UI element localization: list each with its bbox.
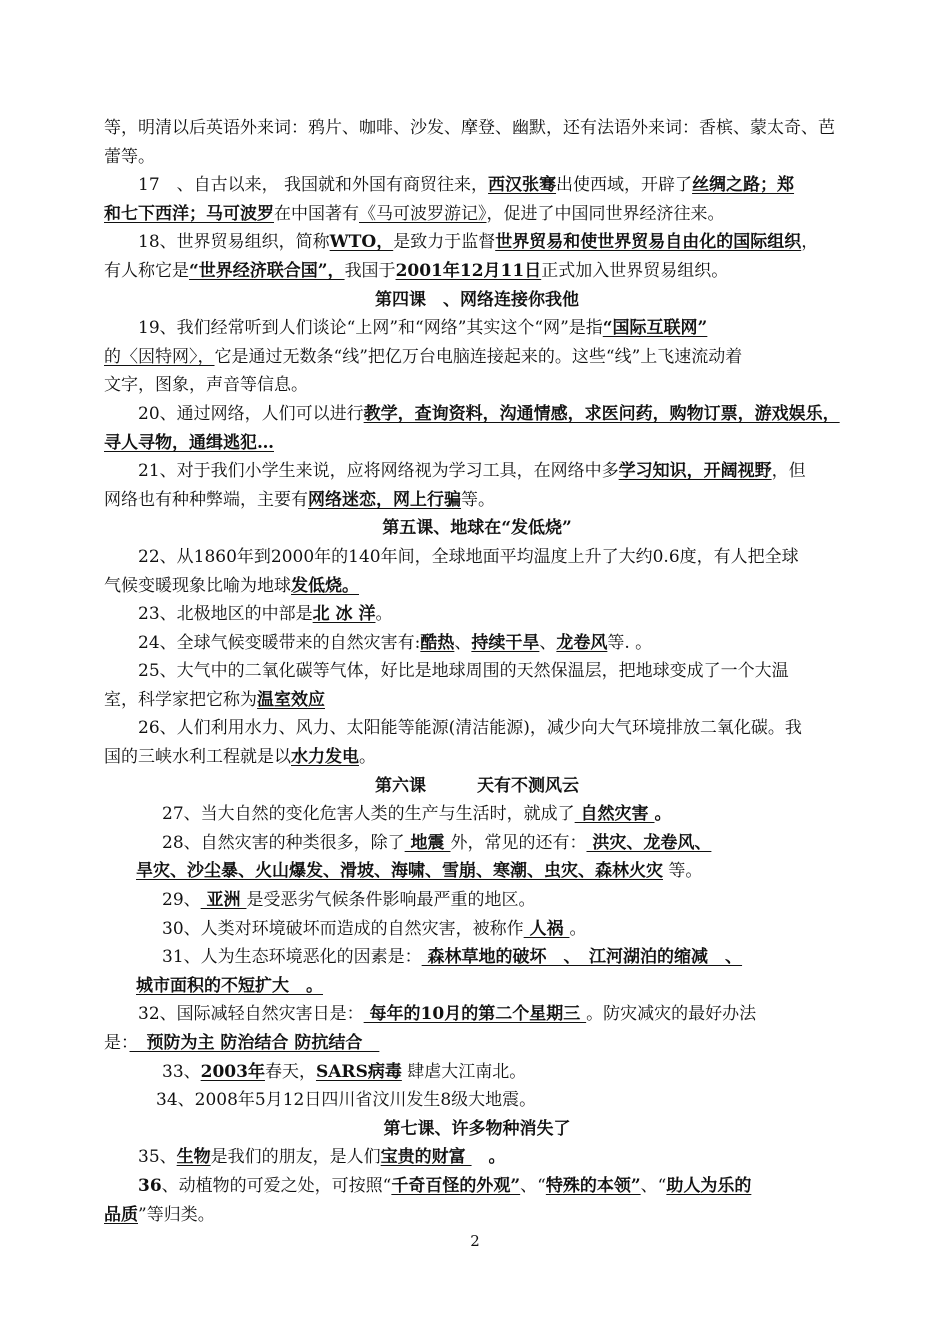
answer: 城市面积的不短扩大 。 — [136, 975, 323, 996]
text: 18、世界贸易组织，简称 — [138, 232, 330, 253]
answer: 2001年12月11日 — [395, 260, 542, 281]
text: 气候变暖现象比喻为地球 — [104, 575, 291, 596]
paragraph-16-line-1 — [104, 114, 850, 143]
answer: 每年的10月的第二个星期三 — [363, 1004, 587, 1025]
paragraph-31-line-1 — [104, 943, 850, 972]
answer: 和七下西洋；马可波罗 — [104, 203, 274, 224]
text: 32、国际减轻自然灾害日是： — [138, 1004, 364, 1025]
paragraph-29 — [104, 886, 850, 915]
answer: 西汉张骞 — [488, 175, 557, 196]
paragraph-24 — [104, 629, 850, 658]
paragraph-26-line-2 — [104, 743, 850, 772]
text: 是受恶劣气候条件影响最严重的地区。 — [246, 890, 536, 911]
answer: 水力发电 — [291, 747, 359, 768]
paragraph-22-line-1 — [104, 543, 850, 572]
answer: “国际互联网” — [602, 318, 708, 339]
text: 外，常见的还有： — [450, 832, 587, 853]
answer: 千奇百怪的外观” — [391, 1175, 521, 1196]
answer: 洪灾、龙卷风、 — [586, 832, 712, 853]
text: 春天， — [264, 1061, 316, 1082]
answer: “世界经济联合国”， — [189, 260, 345, 281]
text: 。 — [569, 918, 587, 939]
text: 23、北极地区的中部是 — [138, 604, 313, 625]
text: 22、从1860年到2000年的140年间，全球地面平均温度上升了大约0.6度，有人把全球 — [138, 546, 799, 567]
text: 29、 — [162, 890, 201, 911]
text: 28、自然灾害的种类很多，除了 — [162, 832, 405, 853]
text: 34、2008年5月12日四川省汶川发生8级大地震。 — [156, 1090, 537, 1111]
text: 等。 — [663, 861, 703, 882]
answer: 森林草地的破坏 、 江河湖泊的缩减 、 — [421, 947, 743, 968]
page-number: 2 — [470, 1232, 480, 1250]
paragraph-18-line-2 — [104, 257, 850, 286]
paragraph-22-line-2 — [104, 572, 850, 601]
text: 是我们的朋友，是人们 — [210, 1147, 381, 1168]
text: 25、大气中的二氧化碳等气体，好比是地球周围的天然保温层，把地球变成了一个大温 — [138, 661, 789, 682]
paragraph-34 — [104, 1086, 850, 1115]
paragraph-31-line-2 — [104, 972, 850, 1001]
text: 、“ — [640, 1175, 667, 1196]
answer: 世界贸易和使世界贸易自由化的国际组织 — [495, 232, 802, 253]
paragraph-19-line-1 — [104, 314, 850, 343]
text: 21、对于我们小学生来说，应将网络视为学习工具，在网络中多 — [138, 461, 619, 482]
paragraph-17-line-2 — [104, 200, 850, 229]
answer: 学习知识，开阔视野 — [618, 461, 772, 482]
document-body — [104, 114, 850, 1229]
answer: 人祸 — [523, 918, 570, 939]
paragraph-17-line-1 — [104, 171, 850, 200]
answer: 温室效应 — [257, 689, 325, 710]
paragraph-30 — [104, 915, 850, 944]
text: ，促进了中国同世界经济往来。 — [486, 203, 725, 224]
answer: 酷热 — [420, 632, 455, 653]
answer: WTO， — [329, 232, 394, 253]
text: 、动植物的可爱之处，可按照“ — [161, 1175, 392, 1196]
text: 。 — [471, 1147, 506, 1168]
answer: 旱灾、沙尘暴、火山爆发、滑坡、海啸、雪崩、寒潮、虫灾、森林火灾 — [136, 861, 663, 882]
text: 31、人为生态环境恶化的因素是： — [162, 947, 422, 968]
text: 35、 — [138, 1147, 177, 1168]
paragraph-32-line-2 — [104, 1029, 850, 1058]
answer: 助人为乐的 — [666, 1175, 752, 1196]
text: 蕾等。 — [104, 146, 155, 167]
paragraph-16-line-2 — [104, 143, 850, 172]
text: 。防灾减灾的最好办法 — [586, 1004, 757, 1025]
paragraph-20-line-2 — [104, 429, 850, 458]
paragraph-26-line-1 — [104, 714, 850, 743]
text: ”等归类。 — [138, 1204, 215, 1225]
answer: 龙卷风 — [556, 632, 608, 653]
paragraph-21-line-2 — [104, 486, 850, 515]
text: 19、我们经常听到人们谈论“上网”和“网络”其实这个“网”是指 — [138, 318, 603, 339]
paragraph-36-line-2 — [104, 1201, 850, 1230]
paragraph-35 — [104, 1143, 850, 1172]
text: 网络也有种种弊端，主要有 — [104, 489, 308, 510]
paragraph-32-line-1 — [104, 1000, 850, 1029]
text: 27、当大自然的变化危害人类的生产与生活时，就成了 — [162, 804, 575, 825]
answer: 持续干旱 — [471, 632, 540, 653]
lesson-4-heading: 第四课 、网络连接你我他 — [375, 289, 579, 310]
text: 室，科学家把它称为 — [104, 689, 257, 710]
text: 是致力于监督 — [393, 232, 496, 253]
text: 在中国著有 — [274, 203, 359, 224]
text: 等。 — [461, 489, 495, 510]
answer: 自然灾害 — [574, 804, 655, 825]
answer: 特殊的本领” — [545, 1175, 641, 1196]
text: 。 — [375, 604, 393, 625]
answer: 网络迷恋，网上行骗 — [308, 489, 461, 510]
text: 正式加入世界贸易组织。 — [541, 260, 729, 281]
text: 国的三峡水利工程就是以 — [104, 747, 291, 768]
paragraph-21-line-1 — [104, 457, 850, 486]
text: 等，明清以后英语外来词：鸦片、咖啡、沙发、摩登、幽默，还有法语外来词：香槟、蒙太奇、芭 — [104, 118, 835, 138]
answer: SARS病毒 — [315, 1061, 402, 1082]
answer: 的〈因特网〉， — [104, 346, 215, 367]
paragraph-28-line-1 — [104, 829, 850, 858]
answer: 2003年 — [200, 1061, 265, 1082]
text: 文字，图象，声音等信息。 — [104, 375, 308, 396]
answer: 亚洲 — [200, 890, 247, 911]
text: 出使西域，开辟了 — [556, 175, 693, 196]
text: 等. 。 — [607, 632, 653, 653]
answer: 预防为主 防治结合 防抗结合 — [129, 1033, 380, 1053]
text: 。 — [654, 804, 672, 825]
paragraph-25-line-1 — [104, 657, 850, 686]
text: 24、全球气候变暖带来的自然灾害有: — [138, 632, 421, 653]
text: 、 — [454, 632, 472, 653]
text: 30、人类对环境破坏而造成的自然灾害，被称作 — [162, 918, 524, 939]
text: 20、通过网络，人们可以进行 — [138, 403, 364, 424]
paragraph-20-line-1 — [104, 400, 850, 429]
text: ， — [801, 232, 819, 253]
lesson-6-heading: 第六课 天有不测风云 — [375, 775, 579, 796]
paragraph-25-line-2 — [104, 686, 850, 715]
answer: 品质 — [104, 1204, 138, 1225]
answer: 发低烧。 — [291, 575, 359, 596]
text: 17 、自古以来， 我国就和外国有商贸往来， — [138, 175, 489, 196]
text: 。 — [359, 747, 376, 768]
text: 是： — [104, 1033, 130, 1053]
text: 、“ — [520, 1175, 546, 1196]
text: ，但 — [771, 461, 806, 482]
paragraph-19-line-2 — [104, 343, 850, 372]
paragraph-28-line-2 — [104, 857, 850, 886]
text: 肆虐大江南北。 — [401, 1061, 527, 1082]
paragraph-33 — [104, 1058, 850, 1087]
answer: 地震 — [404, 832, 451, 853]
paragraph-18-line-1 — [104, 228, 850, 257]
text: 它是通过无数条“线”把亿万台电脑连接起来的。这些“线”上飞速流动着 — [214, 346, 743, 367]
answer: 寻人寻物，通缉逃犯… — [104, 432, 274, 453]
paragraph-23 — [104, 600, 850, 629]
answer: 宝贵的财富 — [380, 1147, 472, 1168]
paragraph-27 — [104, 800, 850, 829]
text: 我国于 — [344, 260, 396, 281]
lesson-5-heading: 第五课、地球在“发低烧” — [382, 518, 572, 539]
text: 、 — [539, 632, 557, 653]
text: 有人称它是 — [104, 260, 189, 281]
answer: 丝绸之路；郑 — [692, 175, 795, 196]
text: 33、 — [162, 1061, 201, 1082]
text: 36 — [138, 1175, 162, 1196]
lesson-7-heading: 第七课、许多物种消失了 — [383, 1118, 571, 1139]
answer: 教学，查询资料，沟通情感，求医问药，购物订票，游戏娱乐， — [363, 403, 840, 424]
text: 26、人们利用水力、风力、太阳能等能源(清洁能源)，减少向大气环境排放二氧化碳。我 — [138, 718, 802, 739]
paragraph-19-line-3 — [104, 371, 850, 400]
answer: 生物 — [176, 1147, 211, 1168]
answer: 《马可波罗游记》 — [359, 203, 487, 224]
paragraph-36-line-1 — [104, 1172, 850, 1201]
answer: 北 冰 洋 — [312, 604, 376, 625]
